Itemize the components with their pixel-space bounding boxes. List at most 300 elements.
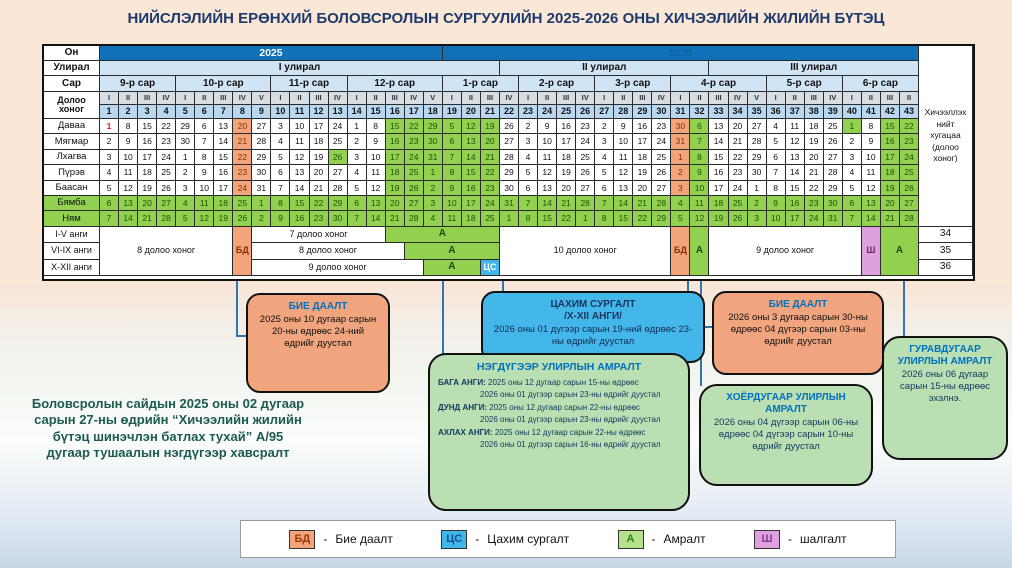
callout-text: 2025 оны 10 дугаар сарын 20-ны өдрөөс 24-ний өдрийг дуустал	[259, 314, 377, 349]
row-label-week: Долоо хоног	[44, 92, 100, 119]
date-cell: 8	[271, 196, 290, 211]
date-cell: 28	[824, 165, 843, 180]
date-cell: 22	[633, 211, 652, 226]
week-roman-cell: I	[519, 92, 538, 105]
date-cell: 5	[519, 165, 538, 180]
week-roman-cell: III	[386, 92, 405, 105]
date-cell: 14	[119, 211, 138, 226]
date-cell: 28	[652, 196, 671, 211]
ministerial-order-note: Боловсролын сайдын 2025 оны 02 дугаар сарын 27-ны өдрийн “Хичээлийн жилийн бүтэц шинэчлэн батлах тухай” А/95 дугаар тушаалын нэгдүгээр хавсралт	[31, 396, 305, 460]
date-cell: 30	[329, 211, 348, 226]
date-cell: 10	[443, 196, 462, 211]
date-cell: 23	[405, 134, 424, 149]
date-cell: 7	[595, 196, 614, 211]
week-number-cell: 23	[519, 105, 538, 119]
date-cell: 18	[709, 196, 728, 211]
week-roman-cell: II	[462, 92, 481, 105]
date-cell: 7	[767, 165, 786, 180]
date-cell: 1	[500, 211, 519, 226]
date-cell: 18	[462, 211, 481, 226]
date-cell: 19	[633, 165, 652, 180]
weekday-label: Даваа	[44, 119, 100, 134]
date-cell: 3	[100, 150, 119, 165]
date-cell: 18	[138, 165, 157, 180]
date-cell: 15	[290, 196, 309, 211]
week-roman-cell: III	[805, 92, 824, 105]
date-cell: 24	[405, 150, 424, 165]
date-cell: 16	[557, 119, 576, 134]
total-weeks-cell: 35	[919, 243, 973, 260]
date-cell: 3	[348, 150, 367, 165]
legend-dash: -	[787, 532, 792, 546]
week-roman-cell: II	[862, 92, 881, 105]
date-cell: 13	[367, 196, 386, 211]
week-roman-cell: I	[767, 92, 786, 105]
date-cell: 5	[100, 181, 119, 196]
date-cell: 7	[843, 211, 862, 226]
date-cell: 20	[805, 150, 824, 165]
date-cell: 14	[538, 196, 557, 211]
date-cell: 1	[843, 119, 862, 134]
callout-title: ГУРАВДУГААР УЛИРЛЫН АМРАЛТ	[897, 344, 993, 367]
date-cell: 9	[690, 165, 709, 180]
schedule-cell: 8 долоо хоног	[100, 227, 233, 277]
schedule-cell: А	[386, 227, 500, 244]
date-cell: 17	[709, 181, 728, 196]
date-cell: 15	[881, 119, 900, 134]
date-cell: 3	[843, 150, 862, 165]
row-label-quarter: Улирал	[44, 61, 100, 76]
date-cell: 6	[767, 150, 786, 165]
week-roman-cell: I	[595, 92, 614, 105]
callout-title: БИЕ ДААЛТ	[288, 301, 348, 312]
date-cell: 26	[729, 211, 748, 226]
date-cell: 6	[595, 181, 614, 196]
date-cell: 11	[862, 165, 881, 180]
week-roman-cell: IV	[329, 92, 348, 105]
date-cell: 4	[424, 211, 443, 226]
date-cell: 9	[195, 165, 214, 180]
date-cell: 2	[843, 134, 862, 149]
date-cell: 4	[767, 119, 786, 134]
date-cell: 8	[767, 181, 786, 196]
date-cell: 5	[443, 119, 462, 134]
date-cell: 24	[729, 181, 748, 196]
date-cell: 25	[729, 196, 748, 211]
date-cell: 5	[767, 134, 786, 149]
date-cell: 25	[900, 165, 919, 180]
date-cell: 4	[176, 196, 195, 211]
date-cell: 28	[252, 134, 271, 149]
date-cell: 15	[614, 211, 633, 226]
week-roman-cell: I	[271, 92, 290, 105]
date-cell: 31	[500, 196, 519, 211]
date-cell: 15	[538, 211, 557, 226]
date-cell: 7	[100, 211, 119, 226]
week-roman-cell: II	[290, 92, 309, 105]
callout-text: 2026 оны 06 дугаар сарын 15-ны өдрөөс эхэлнэ.	[900, 369, 990, 404]
date-cell: 16	[881, 134, 900, 149]
week-roman-cell: IV	[824, 92, 843, 105]
class-row-label: VI-IX анги	[44, 243, 100, 260]
total-weeks-cell: 36	[919, 260, 973, 277]
date-cell: 9	[271, 211, 290, 226]
date-cell: 16	[786, 196, 805, 211]
date-cell: 21	[310, 181, 329, 196]
date-cell: 19	[805, 134, 824, 149]
date-cell: 14	[709, 134, 728, 149]
date-cell: 27	[405, 196, 424, 211]
date-cell: 23	[157, 134, 176, 149]
callout-title: БИЕ ДААЛТ	[768, 299, 828, 310]
week-number-cell: 27	[595, 105, 614, 119]
date-cell: 3	[671, 181, 690, 196]
legend-chip-bd: БД	[289, 530, 315, 549]
year-cell: 2026	[443, 46, 919, 61]
date-cell: 7	[690, 134, 709, 149]
connector-q3-vertical	[903, 281, 905, 338]
date-cell: 25	[652, 150, 671, 165]
date-cell: 4	[100, 165, 119, 180]
week-number-cell: 1	[100, 105, 119, 119]
date-cell: 30	[424, 134, 443, 149]
weekday-label: Ням	[44, 211, 100, 226]
total-weeks-header: Хичээллэх нийт хугацаа (долоо хоног)	[919, 46, 973, 227]
date-cell: 25	[329, 134, 348, 149]
week-roman-cell: II	[538, 92, 557, 105]
week-number-cell: 14	[348, 105, 367, 119]
date-cell: 2	[671, 165, 690, 180]
date-cell: 29	[652, 211, 671, 226]
date-cell: 23	[576, 119, 595, 134]
date-cell: 13	[462, 134, 481, 149]
date-cell: 19	[386, 181, 405, 196]
date-cell: 10	[538, 134, 557, 149]
date-cell: 28	[500, 150, 519, 165]
class-row-label: X-XII анги	[44, 260, 100, 277]
date-cell: 14	[462, 150, 481, 165]
week-roman-cell: IV	[405, 92, 424, 105]
date-cell: 28	[157, 211, 176, 226]
schedule-cell: 8 долоо хоног	[252, 243, 404, 260]
date-cell: 6	[443, 134, 462, 149]
date-cell: 9	[443, 181, 462, 196]
date-cell: 23	[729, 165, 748, 180]
week-roman-cell: IV	[652, 92, 671, 105]
week-number-cell: 13	[329, 105, 348, 119]
date-cell: 21	[729, 134, 748, 149]
date-cell: 14	[614, 196, 633, 211]
date-cell: 13	[709, 119, 728, 134]
date-cell: 9	[862, 134, 881, 149]
week-roman-cell: III	[214, 92, 233, 105]
week-number-cell: 36	[767, 105, 786, 119]
date-cell: 10	[195, 181, 214, 196]
date-cell: 21	[481, 150, 500, 165]
date-cell: 11	[443, 211, 462, 226]
date-cell: 30	[176, 134, 195, 149]
date-cell: 8	[367, 119, 386, 134]
week-number-cell: 15	[367, 105, 386, 119]
school-year-table	[42, 44, 975, 281]
date-cell: 7	[443, 150, 462, 165]
legend-item-cs	[441, 530, 569, 549]
date-cell: 6	[100, 196, 119, 211]
date-cell: 19	[709, 211, 728, 226]
callout-title: ХОЁРДУГААР УЛИРЛЫН АМРАЛТ	[726, 392, 846, 415]
date-cell: 5	[843, 181, 862, 196]
date-cell: 2	[748, 196, 767, 211]
date-cell: 20	[729, 119, 748, 134]
date-cell: 22	[729, 150, 748, 165]
week-roman-cell: II	[195, 92, 214, 105]
week-number-cell: 19	[443, 105, 462, 119]
class-row-label: I-V анги	[44, 227, 100, 244]
date-cell: 4	[843, 165, 862, 180]
date-cell: 23	[233, 165, 252, 180]
weekday-label: Бямба	[44, 196, 100, 211]
date-cell: 21	[138, 211, 157, 226]
week-number-cell: 8	[233, 105, 252, 119]
date-cell: 4	[271, 134, 290, 149]
date-cell: 18	[214, 196, 233, 211]
schedule-cell: 9 долоо хоног	[252, 260, 423, 277]
week-number-cell: 11	[290, 105, 309, 119]
date-cell: 15	[786, 181, 805, 196]
week-number-cell: 12	[310, 105, 329, 119]
callout-second-quarter-break	[699, 384, 873, 486]
week-number-cell: 31	[671, 105, 690, 119]
legend-bar	[240, 520, 896, 558]
date-cell: 27	[652, 181, 671, 196]
date-cell: 29	[252, 150, 271, 165]
date-cell: 30	[500, 181, 519, 196]
date-cell: 3	[595, 134, 614, 149]
week-number-cell: 40	[843, 105, 862, 119]
week-roman-cell: I	[100, 92, 119, 105]
week-roman-cell: I	[843, 92, 862, 105]
legend-item-a	[618, 530, 706, 549]
date-cell: 4	[595, 150, 614, 165]
date-cell: 16	[462, 181, 481, 196]
date-cell: 21	[233, 134, 252, 149]
week-number-cell: 16	[386, 105, 405, 119]
date-cell: 16	[290, 211, 309, 226]
date-cell: 11	[290, 134, 309, 149]
date-cell: 9	[538, 119, 557, 134]
connector-bd1-vertical	[236, 281, 238, 337]
date-cell: 24	[576, 134, 595, 149]
date-cell: 18	[805, 119, 824, 134]
date-cell: 12	[690, 211, 709, 226]
date-cell: 16	[386, 134, 405, 149]
date-cell: 12	[786, 134, 805, 149]
week-roman-cell: IV	[157, 92, 176, 105]
legend-dash: -	[323, 532, 328, 546]
date-cell: 31	[671, 134, 690, 149]
date-cell: 17	[633, 134, 652, 149]
date-cell: 1	[671, 150, 690, 165]
date-cell: 18	[557, 150, 576, 165]
date-cell: 15	[138, 119, 157, 134]
schedule-cell: А	[424, 260, 481, 277]
date-cell: 5	[271, 150, 290, 165]
date-cell: 20	[233, 119, 252, 134]
week-roman-cell: II	[614, 92, 633, 105]
legend-label-sh: шалгалт	[799, 532, 847, 546]
week-number-cell: 34	[729, 105, 748, 119]
quarter-cell: I улирал	[100, 61, 500, 76]
date-cell: 23	[310, 211, 329, 226]
date-cell: 28	[329, 181, 348, 196]
callout-text: 2026 оны 04 дүгээр сарын 06-ны өдрөөс 04 дүгээр сарын 10-ны өдрийг дуустал	[713, 417, 859, 452]
week-number-cell: 5	[176, 105, 195, 119]
date-cell: 4	[671, 196, 690, 211]
date-cell: 27	[500, 134, 519, 149]
date-cell: 2	[595, 119, 614, 134]
date-cell: 20	[557, 181, 576, 196]
month-cell: 5-р сар	[767, 76, 843, 92]
month-cell: 6-р сар	[843, 76, 919, 92]
date-cell: 26	[652, 165, 671, 180]
date-cell: 12	[538, 165, 557, 180]
date-cell: 20	[138, 196, 157, 211]
date-cell: 10	[367, 150, 386, 165]
date-cell: 29	[424, 119, 443, 134]
week-number-cell: 7	[214, 105, 233, 119]
date-cell: 26	[500, 119, 519, 134]
weekday-label: Лхагва	[44, 150, 100, 165]
week-number-cell: 26	[576, 105, 595, 119]
date-cell: 19	[214, 211, 233, 226]
callout-subtitle: /X-XII АНГИ/	[564, 311, 622, 322]
week-number-cell: 21	[481, 105, 500, 119]
date-cell: 20	[481, 134, 500, 149]
date-cell: 22	[157, 119, 176, 134]
date-cell: 29	[500, 165, 519, 180]
date-cell: 11	[690, 196, 709, 211]
date-cell: 13	[538, 181, 557, 196]
weekday-label: Баасан	[44, 181, 100, 196]
date-cell: 2	[100, 134, 119, 149]
date-cell: 26	[233, 211, 252, 226]
date-cell: 13	[119, 196, 138, 211]
date-cell: 1	[576, 211, 595, 226]
date-cell: 31	[252, 181, 271, 196]
week-roman-cell: II	[690, 92, 709, 105]
date-cell: 15	[709, 150, 728, 165]
date-cell: 19	[881, 181, 900, 196]
date-cell: 28	[748, 134, 767, 149]
date-cell: 27	[576, 181, 595, 196]
date-cell: 12	[119, 181, 138, 196]
callout-independent-work-1	[246, 293, 390, 393]
week-roman-cell: III	[481, 92, 500, 105]
date-cell: 16	[214, 165, 233, 180]
date-cell: 6	[690, 119, 709, 134]
date-cell: 2	[176, 165, 195, 180]
date-cell: 25	[824, 119, 843, 134]
date-cell: 5	[176, 211, 195, 226]
week-number-cell: 20	[462, 105, 481, 119]
month-cell: 10-р сар	[176, 76, 271, 92]
date-cell: 14	[214, 134, 233, 149]
date-cell: 11	[614, 150, 633, 165]
date-cell: 13	[614, 181, 633, 196]
date-cell: 28	[405, 211, 424, 226]
date-cell: 26	[824, 134, 843, 149]
week-roman-cell: II	[786, 92, 805, 105]
year-cell: 2025	[100, 46, 443, 61]
date-cell: 13	[862, 196, 881, 211]
month-cell: 1-р сар	[443, 76, 519, 92]
date-cell: 8	[195, 150, 214, 165]
date-cell: 10	[119, 150, 138, 165]
date-cell: 3	[519, 134, 538, 149]
week-roman-cell: II	[119, 92, 138, 105]
week-number-cell: 43	[900, 105, 919, 119]
date-cell: 31	[824, 211, 843, 226]
date-cell: 23	[652, 119, 671, 134]
date-cell: 4	[519, 150, 538, 165]
date-cell: 25	[157, 165, 176, 180]
week-roman-cell: I	[176, 92, 195, 105]
date-cell: 15	[214, 150, 233, 165]
date-cell: 22	[310, 196, 329, 211]
week-number-cell: 33	[709, 105, 728, 119]
legend-item-bd	[289, 530, 392, 549]
date-cell: 27	[252, 119, 271, 134]
date-cell: 12	[367, 181, 386, 196]
date-cell: 16	[138, 134, 157, 149]
date-cell: 14	[862, 211, 881, 226]
callout-title: ЦАХИМ СУРГАЛТ	[550, 299, 636, 310]
month-cell: 3-р сар	[595, 76, 671, 92]
date-cell: 17	[786, 211, 805, 226]
break-entry-middle: ДУНД АНГИ: 2025 оны 12 дугаар сарын 22-ны өдрөөс	[438, 402, 640, 412]
quarter-cell: II улирал	[500, 61, 710, 76]
date-cell: 24	[157, 150, 176, 165]
date-cell: 30	[824, 196, 843, 211]
date-cell: 30	[671, 119, 690, 134]
date-cell: 3	[748, 211, 767, 226]
week-roman-cell: III	[557, 92, 576, 105]
week-roman-cell: III	[633, 92, 652, 105]
date-cell: 6	[843, 196, 862, 211]
date-cell: 20	[386, 196, 405, 211]
date-cell: 8	[595, 211, 614, 226]
date-cell: 22	[481, 165, 500, 180]
date-cell: 7	[519, 196, 538, 211]
break-entry-primary: БАГА АНГИ: 2025 оны 12 дугаар сарын 15-ны өдрөөс	[438, 377, 639, 387]
week-number-cell: 42	[881, 105, 900, 119]
date-cell: 29	[824, 181, 843, 196]
date-cell: 19	[481, 119, 500, 134]
date-cell: 21	[386, 211, 405, 226]
date-cell: 18	[310, 134, 329, 149]
week-roman-cell: V	[424, 92, 443, 105]
date-cell: 24	[233, 181, 252, 196]
date-cell: 21	[805, 165, 824, 180]
week-number-cell: 18	[424, 105, 443, 119]
legend-chip-a: А	[618, 530, 644, 549]
quarter-cell: III улирал	[709, 61, 919, 76]
date-cell: 5	[595, 165, 614, 180]
date-cell: 3	[424, 196, 443, 211]
date-cell: 16	[633, 119, 652, 134]
date-cell: 13	[786, 150, 805, 165]
week-roman-cell: V	[748, 92, 767, 105]
